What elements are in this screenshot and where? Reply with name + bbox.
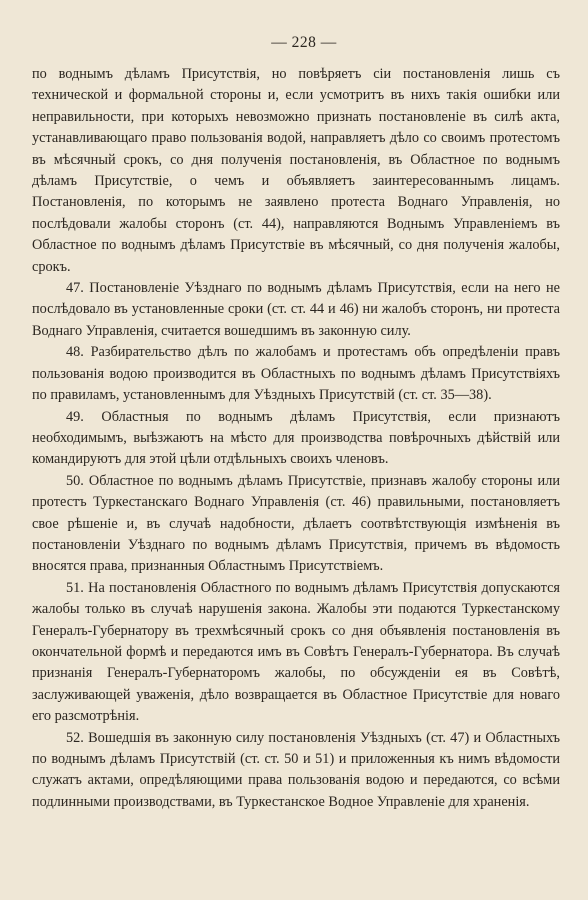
page-number: — 228 —: [271, 34, 337, 51]
article-52: 52. Вошедшія въ законную силу постановленія Уѣздныхъ (ст. 47) и Областныхъ по воднымъ дѣламъ Присутствій (ст. ст. 50 и 51) и приложенныя къ нимъ вѣдомости служатъ актами, опредѣляющими права пользованія водою и передаются, со всѣми подлинными производствами, въ Туркестанское Водное Управленіе для храненія.: [32, 729, 560, 810]
paragraph-continued: по воднымъ дѣламъ Присутствія, но повѣряетъ сіи постановленія лишь съ технической и формальной стороны и, если усмотритъ въ нихъ такія ошибки или неправильности, при которыхъ невозможно признать постановленіе въ силѣ акта, устанавливающаго право пользованія водой, направляетъ дѣло со своимъ протестомъ въ мѣсячный срокъ, со дня полученія постановленія, въ Областное по воднымъ дѣламъ Присутствіе, о чемъ и объявляетъ заинтересованнымъ лицамъ. Постановленія, по которымъ не заявлено протеста Воднаго Управленія, но послѣдовали жалобы сторонъ (ст. 44), направляются Воднымъ Управленіемъ въ Областное по воднымъ дѣламъ Присутствіе въ мѣсячный, со дня полученія жалобы, срокъ.: [32, 66, 560, 275]
article-48: 48. Разбирательство дѣлъ по жалобамъ и протестамъ объ опредѣленіи правъ пользованія водою производится въ Областныхъ по воднымъ дѣламъ Присутствіяхъ по правиламъ, установленнымъ для Уѣздныхъ Присутствій (ст. ст. 35—38).: [32, 344, 560, 404]
article-49: 49. Областныя по воднымъ дѣламъ Присутствія, если признаютъ необходимымъ, выѣзжаютъ на мѣсто для производства повѣрочныхъ дѣйствій или командируютъ для этой цѣли отдѣльныхъ своихъ членовъ.: [32, 408, 560, 468]
article-51: 51. На постановленія Областного по воднымъ дѣламъ Присутствія допускаются жалобы только въ случаѣ нарушенія закона. Жалобы эти подаются Туркестанскому Генералъ-Губернатору въ трехмѣсячный срокъ со дня объявленія постановленія въ окончательной формѣ и передаются имъ въ Совѣтъ Генералъ-Губернатора. Въ случаѣ признанія Генералъ-Губернаторомъ жалобы, по обсужденіи ея въ Совѣтѣ, заслуживающей уваженія, дѣло возвращается въ Областное Присутствіе для новаго его разсмотрѣнія.: [32, 579, 560, 725]
article-50: 50. Областное по воднымъ дѣламъ Присутствіе, признавъ жалобу стороны или протестъ Туркестанскаго Воднаго Управленія (ст. 46) правильными, постановляетъ свое рѣшеніе и, въ случаѣ надобности, дѣлаетъ соотвѣтствующія измѣненія въ постановленіи Уѣзднаго по воднымъ дѣламъ Присутствія, причемъ въ вѣдомость вносятся права, признанныя Областнымъ Присутствіемъ.: [32, 472, 560, 575]
body-text: [32, 64, 560, 813]
article-47: 47. Постановленіе Уѣзднаго по воднымъ дѣламъ Присутствія, если на него не послѣдовало въ установленные сроки (ст. ст. 44 и 46) ни жалобъ сторонъ, ни протеста Воднаго Управленія, считается вошедшимъ въ законную силу.: [32, 280, 560, 339]
